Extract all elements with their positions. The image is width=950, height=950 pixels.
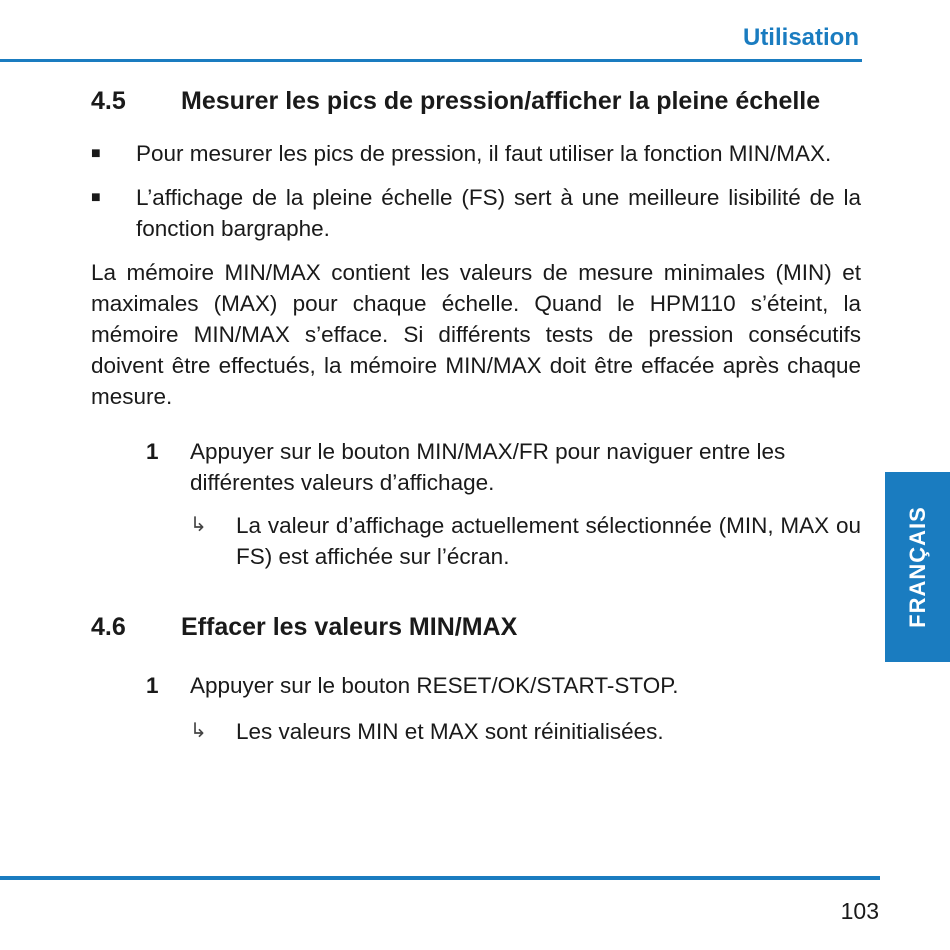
step-result: [190, 716, 861, 747]
step-number: 1: [146, 673, 159, 698]
list-item: [91, 182, 861, 244]
section-heading-4-6: [91, 610, 861, 644]
page-number: 103: [840, 898, 879, 924]
section-heading-4-5: [91, 84, 861, 118]
body-paragraph: La mémoire MIN/MAX contient les valeurs de mesure minimales (MIN) et maximales (MAX) pour chaque échelle. Quand le HPM110 s’éteint, la mémoire MIN/MAX s’efface. Si différents tests de pression consécutifs doivent être effectués, la mémoire MIN/MAX doit être effacée après chaque mesure.: [91, 260, 861, 409]
section-number: 4.6: [91, 613, 126, 641]
bullet-list: [91, 138, 861, 244]
square-bullet-icon: ■: [91, 145, 101, 162]
bullet-text: Pour mesurer les pics de pression, il faut utiliser la fonction MIN/MAX.: [136, 141, 832, 166]
step-item: [146, 670, 861, 701]
bullet-text: L’affichage de la pleine échelle (FS) sert à une meilleure lisibilité de la fonction bargraphe.: [136, 185, 861, 241]
section-title: Mesurer les pics de pression/afficher la pleine échelle: [181, 87, 821, 115]
result-text: La valeur d’affichage actuellement sélectionnée (MIN, MAX ou FS) est affichée sur l’écran.: [236, 513, 861, 569]
step-text: Appuyer sur le bouton RESET/OK/START-STOP.: [190, 673, 679, 698]
step-item: [146, 436, 861, 498]
language-tab: [885, 472, 950, 662]
header-title: Utilisation: [742, 24, 859, 51]
list-item: [91, 138, 861, 169]
footer-rule: [0, 876, 880, 880]
result-arrow-icon: ↳: [190, 720, 207, 742]
step-number: 1: [146, 439, 159, 464]
step-result: [190, 510, 861, 572]
step-text: Appuyer sur le bouton MIN/MAX/FR pour naviguer entre les différentes valeurs d’affichage.: [190, 439, 786, 495]
section-title: Effacer les valeurs MIN/MAX: [181, 613, 518, 641]
page-content: [91, 84, 861, 747]
header-rule: [0, 59, 862, 62]
section-number: 4.5: [91, 87, 126, 115]
result-arrow-icon: ↳: [190, 514, 207, 536]
result-text: Les valeurs MIN et MAX sont réinitialisées.: [236, 719, 664, 744]
language-tab-label: FRANÇAIS: [904, 506, 930, 628]
square-bullet-icon: ■: [91, 189, 101, 206]
